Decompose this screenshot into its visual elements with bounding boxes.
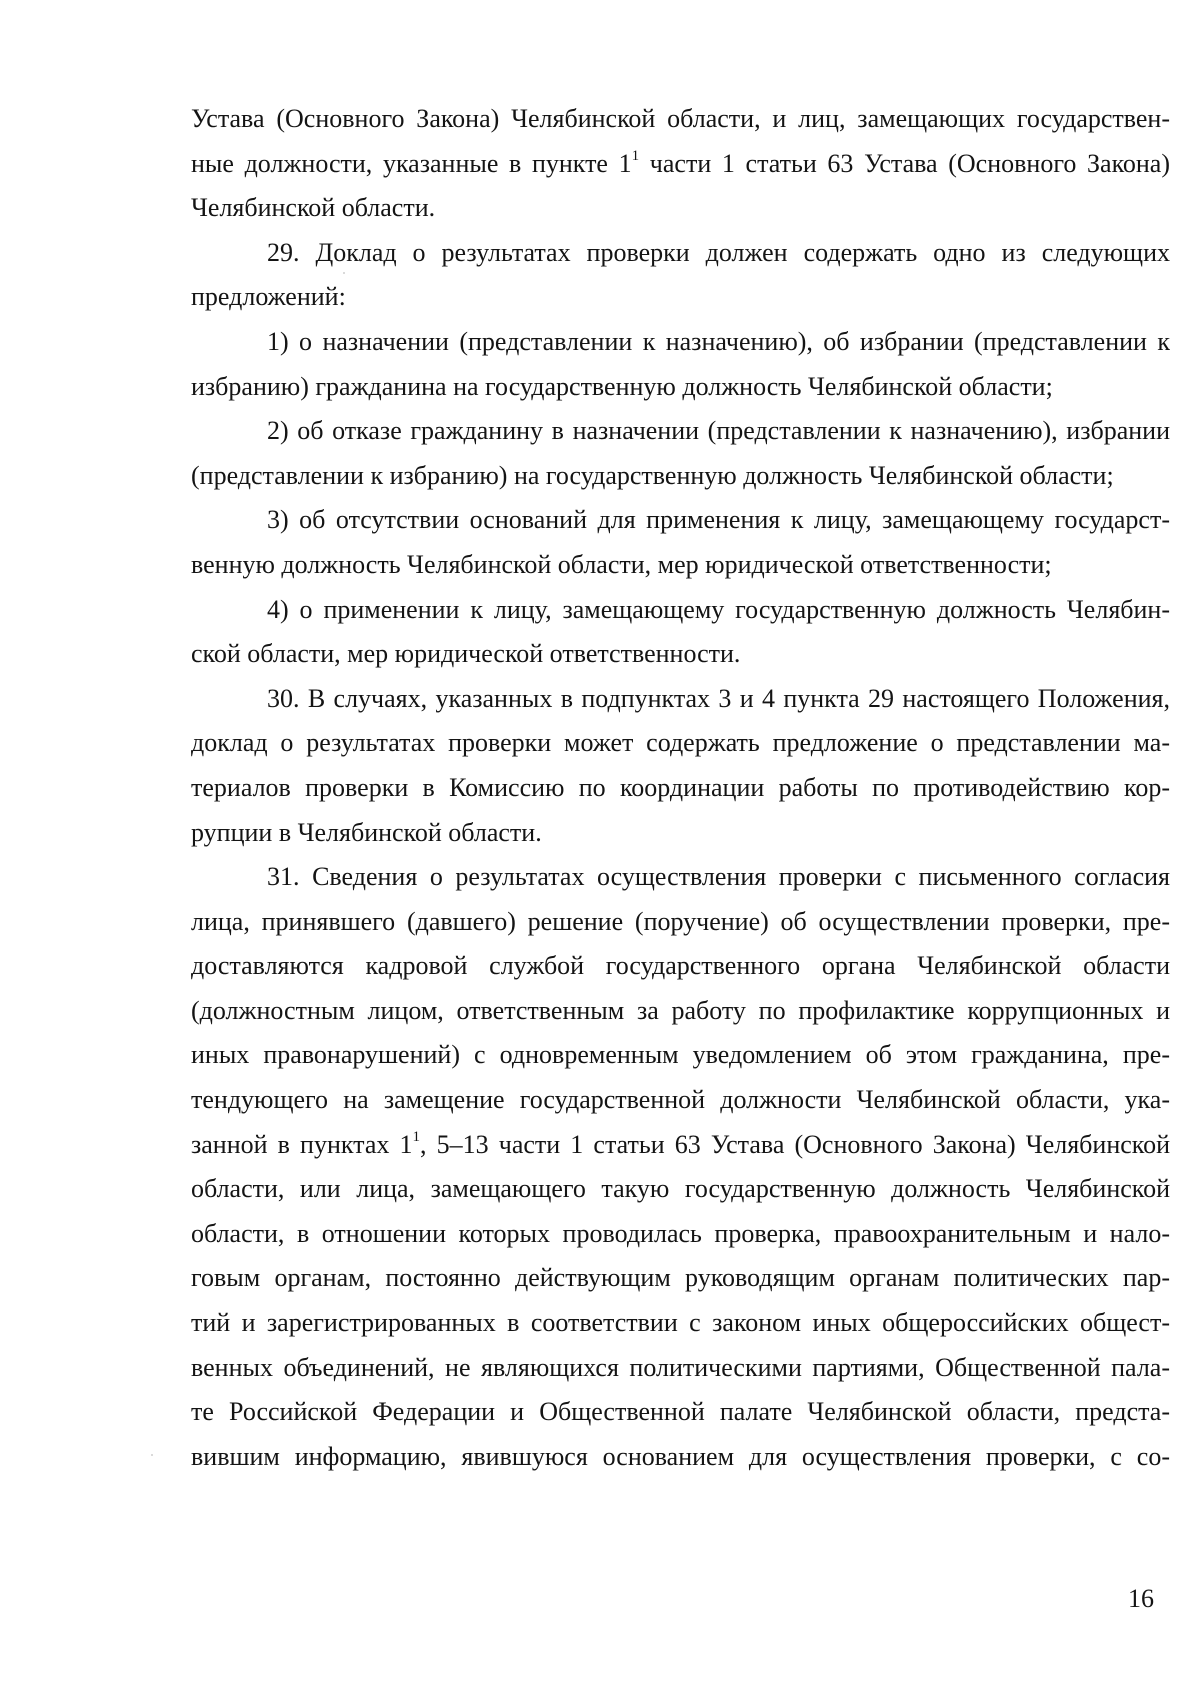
text-line: 3) об отсутствии оснований для применения к лицу, замещающему государст- (267, 505, 1170, 535)
text-line: доставляются кадровой службой государственного органа Челябинской области (191, 951, 1170, 981)
superscript: 1 (631, 147, 640, 164)
superscript: 1 (412, 1129, 421, 1145)
text-line: Устава (Основного Закона) Челябинской области, и лиц, замещающих государствен- (191, 104, 1170, 133)
text-line: (должностным лицом, ответственным за работу по профилактике коррупционных и (191, 995, 1170, 1025)
text-line: области, или лица, замещающего такую государственную должность Челябинской (191, 1174, 1170, 1204)
text-fragment: занной в пунктах 1 (191, 1129, 413, 1159)
text-line: избранию) гражданина на государственную должность Челябинской области; (191, 371, 1053, 401)
document-body (191, 97, 1170, 1479)
text-line: вившим информацию, явившуюся основанием для осуществления проверки, с со- (191, 1441, 1170, 1471)
text-line: венных объединений, не являющихся политическими партиями, Общественной пала- (191, 1352, 1170, 1382)
text-line: доклад о результатах проверки может содержать предложение о представлении ма- (191, 728, 1170, 758)
text-line: Челябинской области. (191, 193, 436, 223)
text-line: 4) о применении к лицу, замещающему государственную должность Челябин- (267, 594, 1170, 624)
text-line: 30. В случаях, указанных в подпунктах 3 и 4 пункта 29 настоящего Положения, (267, 683, 1170, 713)
text-line: области, в отношении которых проводилась проверка, правоохранительным и нало- (191, 1218, 1170, 1248)
text-line: ской области, мер юридической ответственности. (191, 639, 741, 669)
text-line: лица, принявшего (давшего) решение (поручение) об осуществлении проверки, пре- (191, 906, 1170, 936)
scan-speck (343, 272, 345, 274)
text-line: говым органам, постоянно действующим руководящим органам политических пар- (191, 1263, 1170, 1293)
page-number: 16 (1128, 1584, 1154, 1613)
text-fragment: ные должности, указанные в пункте 1 (191, 148, 632, 178)
text-line: венную должность Челябинской области, мер юридической ответственности; (191, 549, 1052, 579)
text-line: тендующего на замещение государственной должности Челябинской области, ука- (191, 1085, 1170, 1115)
text-line: 2) об отказе гражданину в назначении (представлении к назначению), избрании (267, 416, 1170, 446)
text-line (191, 142, 1170, 187)
text-line: тий и зарегистрированных в соответствии с законом иных общероссийских общест- (191, 1308, 1170, 1338)
text-line: рупции в Челябинской области. (191, 817, 542, 847)
text-line: 1) о назначении (представлении к назначению), об избрании (представлении к (267, 326, 1170, 356)
text-line: предложений: (191, 282, 346, 312)
text-line: териалов проверки в Комиссию по координации работы по противодействию кор- (191, 772, 1170, 802)
text-line: 29. Доклад о результатах проверки должен содержать одно из следующих (267, 237, 1170, 267)
text-fragment: , 5–13 части 1 статьи 63 Устава (Основного Закона) Челябинской (420, 1129, 1170, 1159)
text-line (191, 1123, 1170, 1168)
text-fragment: части 1 статьи 63 Устава (Основного Закона) (639, 148, 1170, 178)
text-line: (представлении к избранию) на государственную должность Челябинской области; (191, 460, 1114, 490)
text-line: 31. Сведения о результатах осуществления проверки с письменного согласия (267, 862, 1170, 892)
text-line: те Российской Федерации и Общественной палате Челябинской области, предста- (191, 1397, 1170, 1427)
scan-speck (151, 1454, 153, 1456)
text-line: иных правонарушений) с одновременным уведомлением об этом гражданина, пре- (191, 1040, 1170, 1070)
